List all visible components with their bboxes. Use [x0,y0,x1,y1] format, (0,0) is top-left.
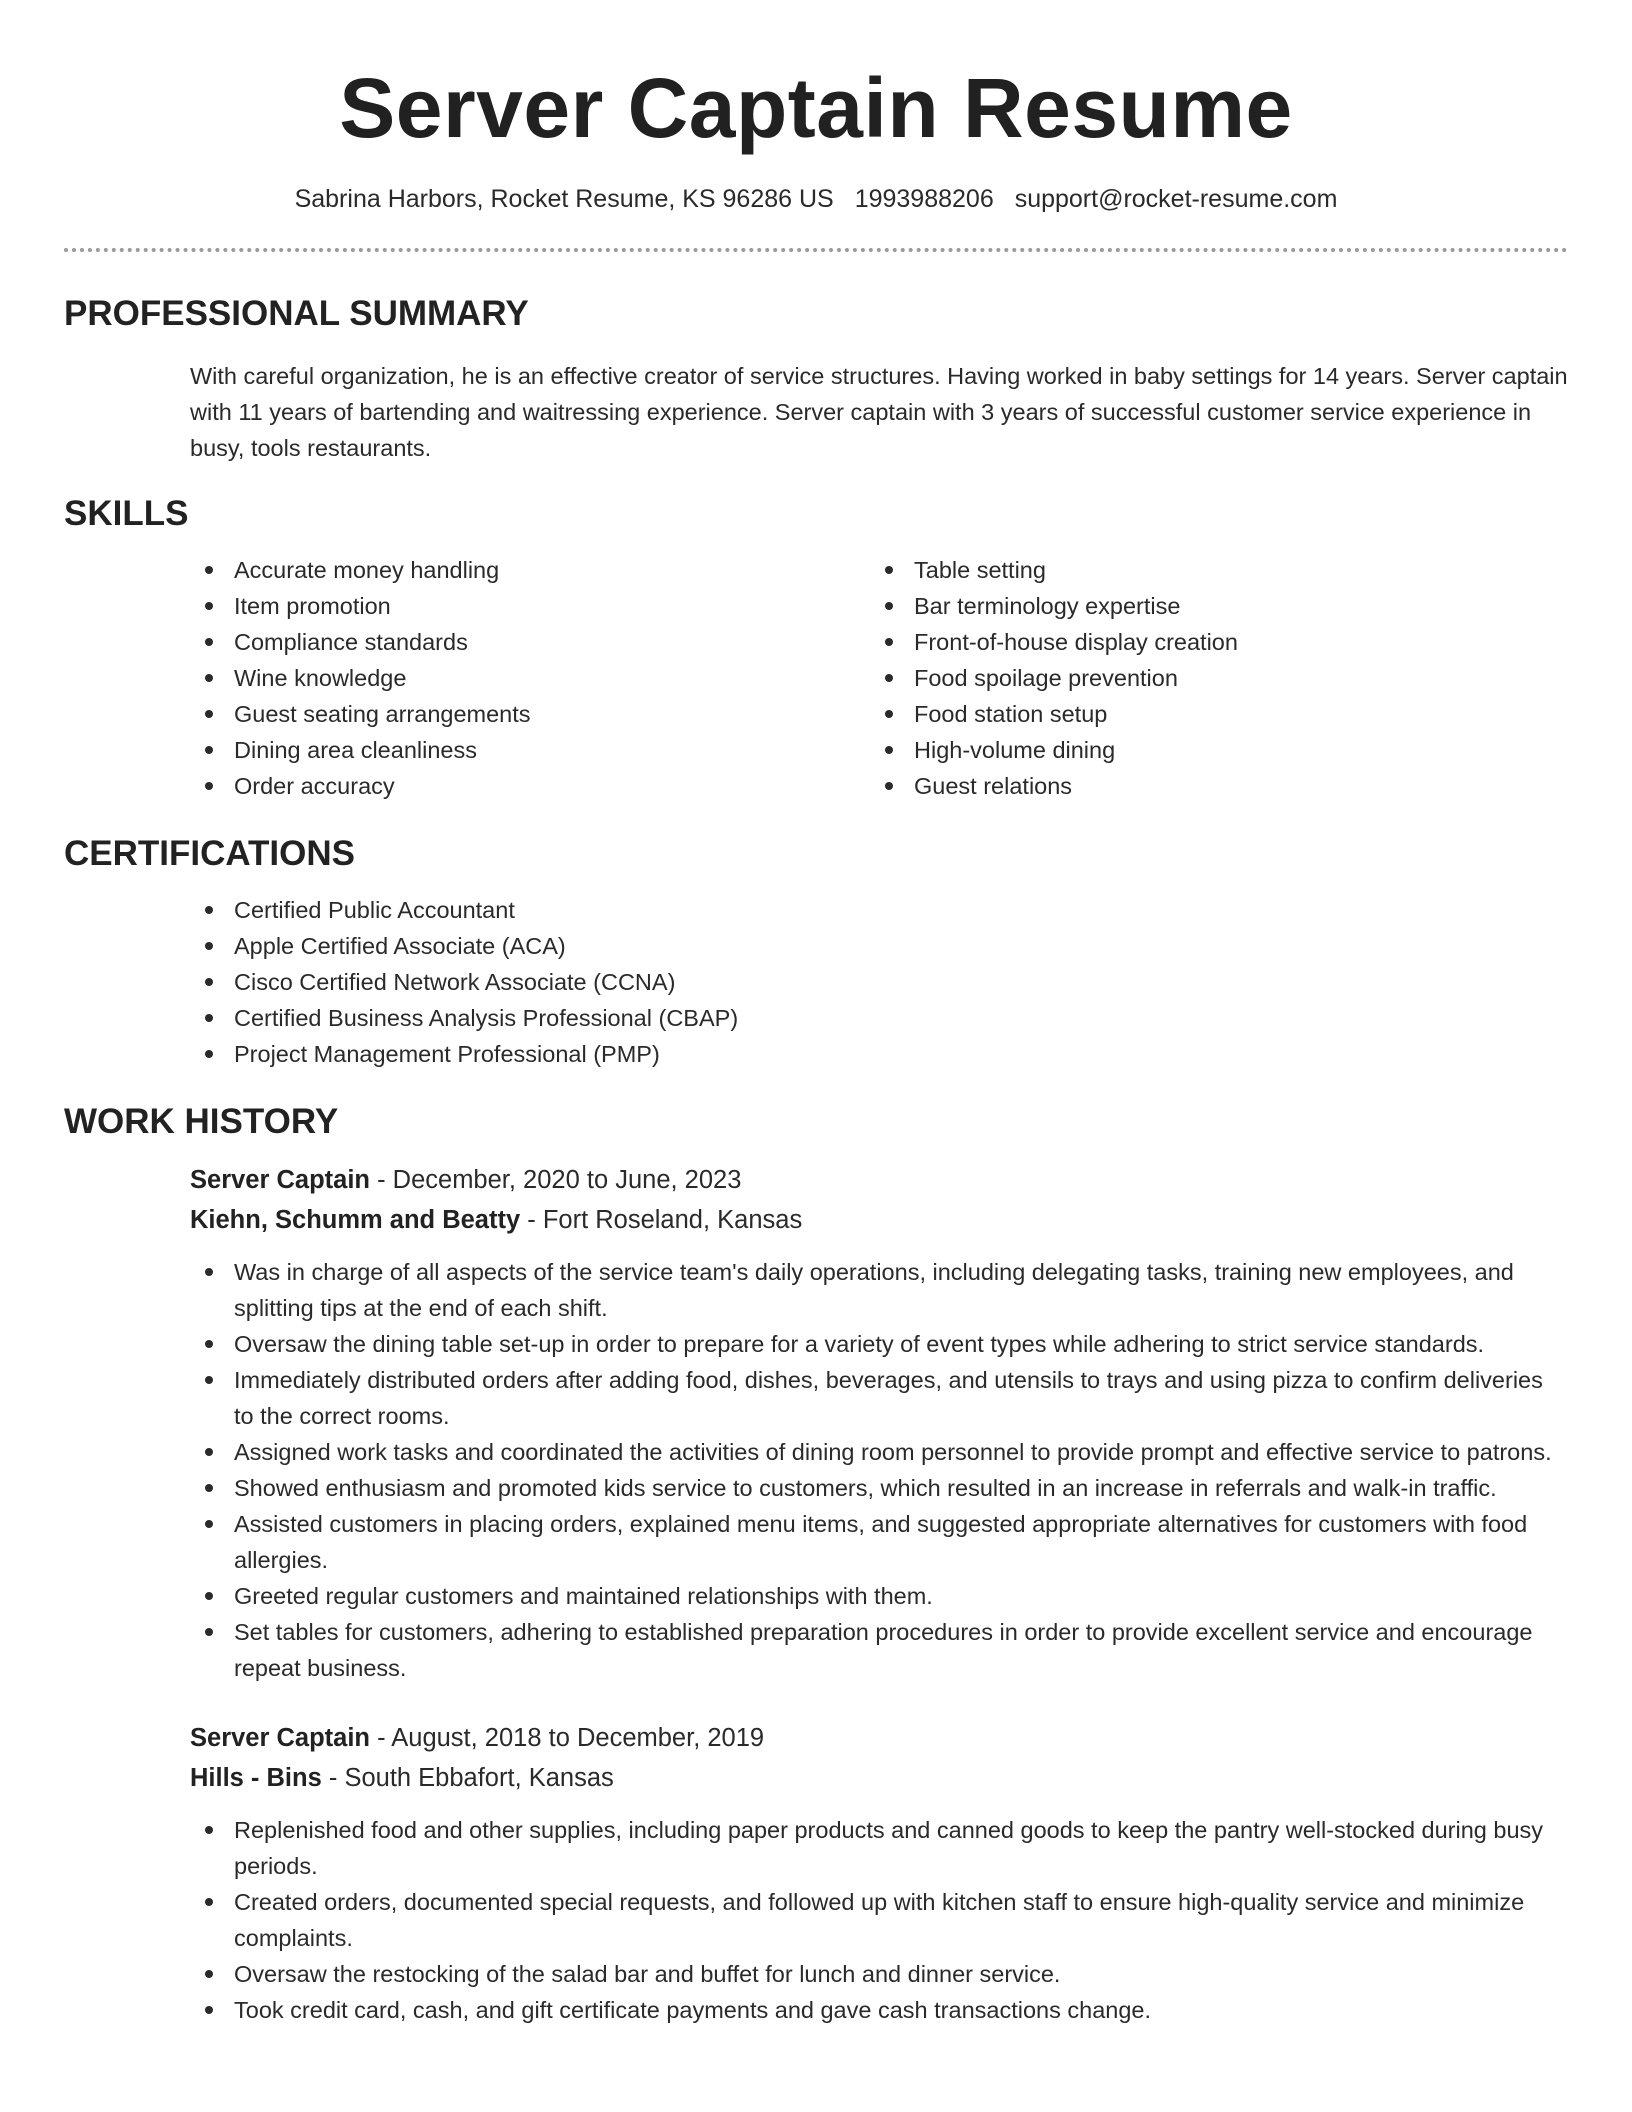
job-duty-item: Greeted regular customers and maintained relationships with them. [190,1578,1568,1614]
contact-email: support@rocket-resume.com [1014,185,1338,213]
skill-item: Item promotion [190,588,870,624]
skill-item: Accurate money handling [190,552,870,588]
contact-phone: 1993988206 [854,185,994,213]
job-duty-item: Replenished food and other supplies, including paper products and canned goods to keep the pantry well-stocked during busy periods. [190,1812,1568,1884]
skill-item: Order accuracy [190,768,870,804]
job-duty-item: Showed enthusiasm and promoted kids service to customers, which resulted in an increase in referrals and walk-in traffic. [190,1470,1568,1506]
header-divider [64,248,1568,252]
skills-list-left [190,552,870,804]
skill-item: Table setting [870,552,1550,588]
summary-heading: PROFESSIONAL SUMMARY [64,294,529,333]
job-duty-item: Oversaw the dining table set-up in order to prepare for a variety of event types while adhering to strict service standards. [190,1326,1568,1362]
job-location: - South Ebbafort, Kansas [321,1764,614,1792]
job-duty-item: Was in charge of all aspects of the service team's daily operations, including delegating tasks, training new employees, and splitting tips at the end of each shift. [190,1254,1568,1326]
skill-item: Guest relations [870,768,1550,804]
job-duty-item: Oversaw the restocking of the salad bar and buffet for lunch and dinner service. [190,1956,1568,1992]
contact-address: Sabrina Harbors, Rocket Resume, KS 96286 US [294,185,834,213]
job-location: - Fort Roseland, Kansas [520,1206,803,1234]
certification-item: Project Management Professional (PMP) [190,1036,1568,1072]
certification-item: Apple Certified Associate (ACA) [190,928,1568,964]
skill-item: Wine knowledge [190,660,870,696]
job-duty-item: Set tables for customers, adhering to established preparation procedures in order to provide excellent service and encourage repeat business. [190,1614,1568,1686]
work-history-heading: WORK HISTORY [64,1102,339,1141]
skill-item: Dining area cleanliness [190,732,870,768]
job-duties-list [190,1254,1568,1686]
job-entry [0,1718,1632,2028]
job-duty-item: Took credit card, cash, and gift certificate payments and gave cash transactions change. [190,1992,1568,2028]
job-title-line [190,1718,1632,1758]
job-entry [0,1160,1632,1686]
job-dates: - December, 2020 to June, 2023 [370,1166,742,1194]
job-duty-item: Assigned work tasks and coordinated the activities of dining room personnel to provide prompt and effective service to patrons. [190,1434,1568,1470]
skill-item: Food station setup [870,696,1550,732]
job-title-line [190,1160,1632,1200]
job-title: Server Captain [190,1166,370,1194]
certifications-heading: CERTIFICATIONS [64,834,356,873]
job-duty-item: Created orders, documented special requests, and followed up with kitchen staff to ensure high-quality service and minimize complaints. [190,1884,1568,1956]
job-company-line [190,1200,1632,1240]
summary-text: With careful organization, he is an effective creator of service structures. Having worked in baby settings for 14 years. Server captain with 11 years of bartending and waitressing experience. Server captain with 3 years of successful customer service experience in busy, tools restaurants. [190,363,1568,461]
skill-item: Compliance standards [190,624,870,660]
skill-item: Bar terminology expertise [870,588,1550,624]
job-company: Kiehn, Schumm and Beatty [190,1206,521,1234]
job-dates: - August, 2018 to December, 2019 [370,1724,765,1752]
certification-item: Certified Public Accountant [190,892,1568,928]
skills-columns [190,552,1568,804]
job-duty-item: Immediately distributed orders after adding food, dishes, beverages, and utensils to trays and using pizza to confirm deliveries to the correct rooms. [190,1362,1568,1434]
resume-title: Server Captain Resume [339,61,1293,155]
contact-line [0,182,1632,216]
certification-item: Cisco Certified Network Associate (CCNA) [190,964,1568,1000]
job-title: Server Captain [190,1724,370,1752]
skill-item: Guest seating arrangements [190,696,870,732]
skill-item: High-volume dining [870,732,1550,768]
job-company: Hills - Bins [190,1764,322,1792]
skills-heading: SKILLS [64,494,189,533]
job-duty-item: Assisted customers in placing orders, explained menu items, and suggested appropriate alternatives for customers with food allergies. [190,1506,1568,1578]
job-duties-list [190,1812,1568,2028]
skills-list-right [870,552,1550,804]
certification-item: Certified Business Analysis Professional (CBAP) [190,1000,1568,1036]
job-company-line [190,1758,1632,1798]
certifications-list [190,892,1568,1072]
skill-item: Front-of-house display creation [870,624,1550,660]
skill-item: Food spoilage prevention [870,660,1550,696]
